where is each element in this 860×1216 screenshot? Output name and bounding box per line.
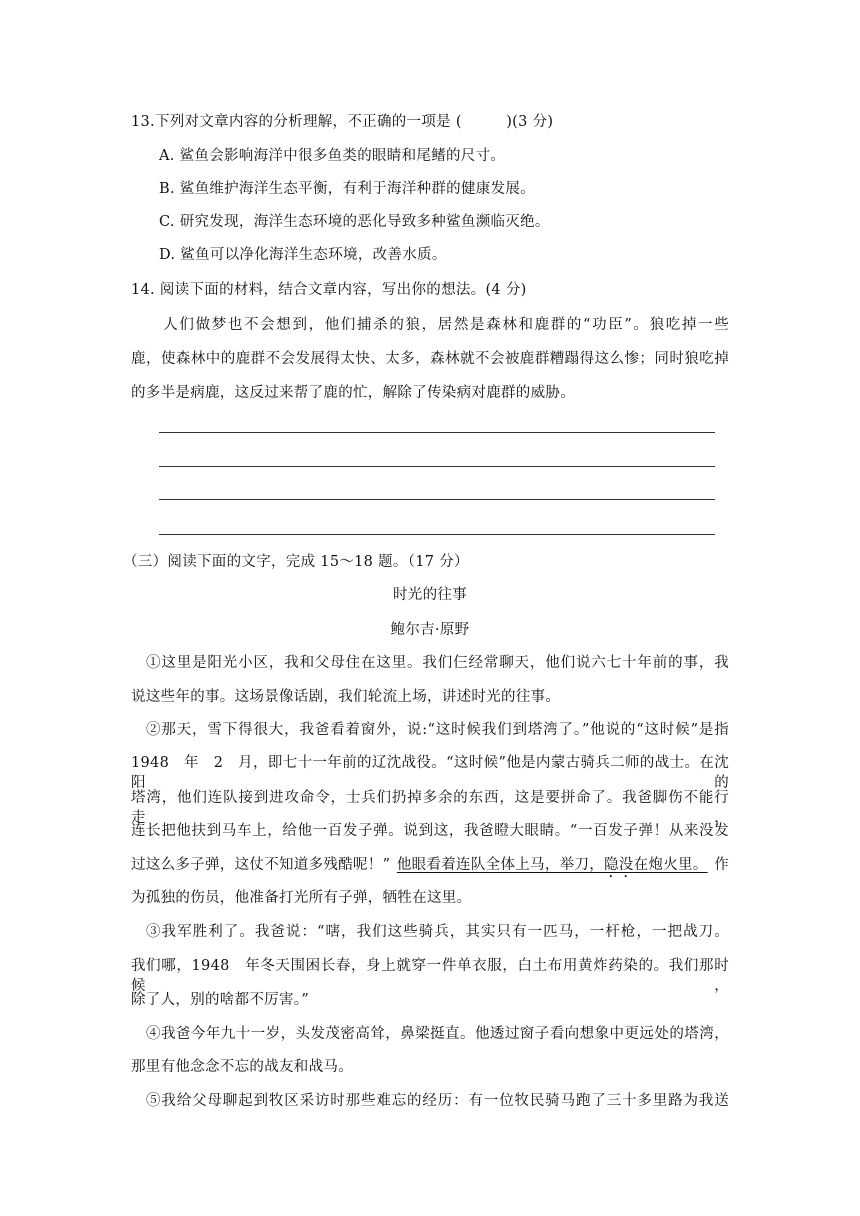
paragraph-line: 塔湾，他们连队接到进攻命令，士兵们扔掉多余的东西，这是要拼命了。我爸脚伤不能行走， [131, 790, 729, 826]
q14-material-line: 的多半是病鹿，这反过来帮了鹿的忙，解除了传染病对鹿群的威胁。 [131, 385, 575, 401]
text-span: 在炮火里。 [633, 857, 708, 873]
q14-material-line: 鹿，使森林中的鹿群不会发展得太快、太多，森林就不会被鹿群糟蹋得这么惨；同时狼吃掉 [131, 351, 729, 367]
q14-stem: 14. 阅读下面的材料，结合文章内容，写出你的想法。(4 分) [131, 282, 527, 298]
q13-option-b: B. 鲨鱼维护海洋生态平衡，有利于海洋种群的健康发展。 [159, 181, 535, 197]
section3-heading: （三）阅读下面的文字，完成 15～18 题。（17 分） [123, 554, 469, 570]
article-author: 鲍尔吉·原野 [390, 622, 470, 638]
q13-option-d: D. 鲨鱼可以净化海洋生态环境，改善水质。 [159, 247, 447, 263]
answer-line[interactable] [159, 432, 715, 433]
text-span: 作 [714, 857, 729, 873]
answer-line[interactable] [159, 499, 715, 500]
paragraph-line: 那里有他念念不忘的战友和战马。 [131, 1059, 353, 1075]
text-span: 过这么多子弹，这仗不知道多残酷呢！” [131, 857, 391, 873]
paragraph-line: 说这些年的事。这场景像话剧，我们轮流上场，讲述时光的往事。 [131, 689, 561, 705]
paragraph-line: 除了人，别的啥都不厉害。” [131, 992, 310, 1008]
q13-option-c: C. 研究发现，海洋生态环境的恶化导致多种鲨鱼濒临灭绝。 [159, 214, 550, 230]
emphasized-word: 隐没 [604, 857, 634, 873]
paragraph-line: ②那天，雪下得很大，我爸看着窗外，说:“这时候我们到塔湾了。”他说的“这时候”是指 [146, 722, 729, 738]
q13-stem: 13.下列对文章内容的分析理解，不正确的一项是 ( )(3 分) [131, 114, 554, 130]
underlined-sentence [397, 855, 708, 881]
paragraph-line: ④我爸今年九十一岁，头发茂密高耸，鼻梁挺直。他透过窗子看向想象中更远处的塔湾， [146, 1026, 729, 1042]
article-title: 时光的往事 [393, 587, 467, 603]
q14-material-line: 人们做梦也不会想到，他们捕杀的狼，居然是森林和鹿群的“功臣”。狼吃掉一些 [131, 317, 729, 333]
q13-option-a: A. 鲨鱼会影响海洋中很多鱼类的眼睛和尾鳍的尺寸。 [159, 148, 506, 164]
paragraph-line: 我们哪，1948 年冬天围困长春，身上就穿一件单衣服，白土布用黄炸药染的。我们那时候， [131, 958, 729, 994]
answer-line[interactable] [159, 466, 715, 467]
paragraph-line: 为孤独的伤员，他准备打光所有子弹，牺牲在这里。 [131, 890, 472, 906]
paragraph-line: ①这里是阳光小区，我和父母住在这里。我们仨经常聊天，他们说六七十年前的事，我 [146, 655, 729, 671]
paragraph-line: 连长把他扶到马车上，给他一百发子弹。说到这，我爸瞪大眼睛。“一百发子弹！从来没发 [131, 823, 729, 839]
paragraph-line [131, 855, 729, 881]
text-span: 他眼看着连队全体上马，举刀， [396, 857, 605, 873]
paragraph-line: ⑤我给父母聊起到牧区采访时那些难忘的经历：有一位牧民骑马跑了三十多里路为我送 [146, 1093, 729, 1109]
paragraph-line: 1948 年 2 月，即七十一年前的辽沈战役。“这时候”他是内蒙古骑兵二师的战士。在沈阳的 [131, 755, 729, 791]
answer-line[interactable] [159, 534, 715, 535]
paragraph-line: ③我军胜利了。我爸说：“嗐，我们这些骑兵，其实只有一匹马，一杆枪，一把战刀。 [146, 924, 729, 940]
